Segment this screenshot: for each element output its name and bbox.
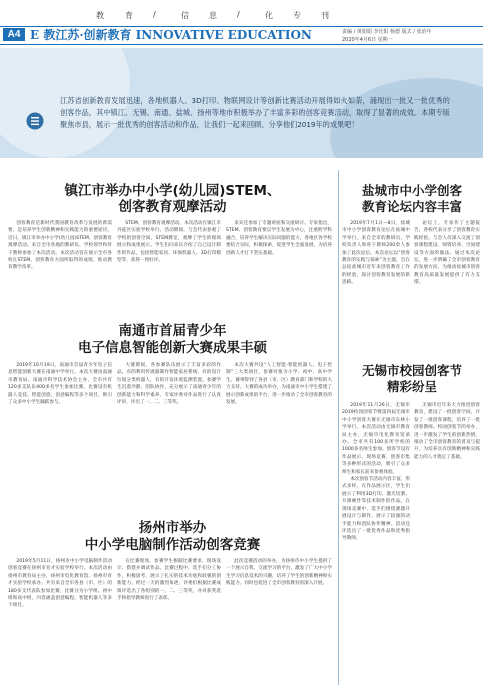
list-icon — [26, 112, 44, 130]
paragraph: 2019年7月1日—8日，盐城市中小学创客教育论坛在盐城中学举行。来自全市的教研员、学校负责人和骨干教师200余人参加了此次论坛。本次论坛以“创客教育的实践与探索”为主题，旨在总结盐城市近年来创客教育工作的经验，探讨创客教育发展的新思路。 — [342, 221, 410, 286]
category-char: 刊 — [321, 11, 329, 20]
intro-banner — [0, 48, 483, 158]
editor-line: 责编 / 黄娟娟 李仕阳 杨德 版式 / 张治年 — [342, 29, 432, 35]
paragraph: 2019年11月26日，无锡市2019校园创客节暨第四届无锡市中小学创客大赛在无锡市东林小学举行。本次活动由无锡市教育局主办，无锡市电化教育馆承办。全市共有100多所学校的1000多名师生参加。创客节设有作品展示、现场竞赛、创客市集等多种形式的活动，吸引了众多师生和家长前来参观体验。 — [342, 403, 410, 475]
masthead-bottom-rule — [0, 44, 483, 45]
category-char: 息 — [209, 11, 217, 20]
article-yancheng-col2 — [414, 220, 480, 355]
article-yangzhou-col2 — [117, 558, 221, 686]
category-char: 信 — [181, 11, 189, 20]
article-yangzhou-col3 — [226, 558, 332, 686]
title-line: 创客教育观摩活动 — [118, 199, 227, 215]
paragraph: 本次大赛共设“人工智能·智能机器人、电子控制”三大类项目，参赛对象为小学、初中、高中学生。赛事得到了各县（市、区）教育部门和学校的大力支持。大赛的成功举办，为南通市中小学生搭建了展示创新成果的平台，进一步推动了全市创客教育的发展。 — [226, 363, 332, 406]
paragraph: 在比赛现场，参赛学生根据比赛要求，现场设计、搭建并调试作品。比赛过程中，选手们分工协作，积极思考，展示了扎实的技术功底和较强的创新能力。经过一天的激烈角逐，评委们根据比赛成绩评选出了各组别的一、二、三等奖，并对获奖选手和指导教师进行了表彰。 — [117, 559, 221, 602]
date-line: 2020年4月6日 星期一 — [342, 37, 393, 43]
article-nantong-col1 — [8, 362, 112, 514]
paragraph: 2019年10月19日，南通市首届青少年电子信息智能创新大赛在南通中学举行。本次大赛由南通市教育局、南通市科学技术协会主办，全市共有120多支队伍400多名学生参加比赛。比赛设有机器人竞技、智能创意、创意编程等多个项目，吸引了众多中小学生踊跃参与。 — [8, 363, 112, 406]
paragraph: 来宾还参加了专题讲座和交流研讨。专家指出，STEM、创客教育要以学生发展为中心，注重跨学科融合，培养学生解决实际问题的能力。各地区各学校要结合实际，积极探索，促进学生全面发展，为培养创新人才打下坚实基础。 — [226, 221, 332, 256]
article-yangzhou-col1 — [8, 558, 112, 686]
paragraph: 2019年5月11日，扬州市中小学电脑制作活动创客竞赛在扬州市育才实验学校举行。本次活动由扬州市教育局主办，扬州市电化教育馆、扬州市育才实验学校承办。共有来自全市各县（市、区）的180多支代表队参加比赛，比赛分为小学组、初中组和高中组，内容涵盖创意编程、智能机器人等多个项目。 — [8, 559, 112, 609]
column-divider — [338, 170, 339, 685]
paragraph: 本次创客节活动内容丰富，形式多样。在作品展示区，学生们展示了利用3D打印、激光切割、开源硬件等技术制作的作品。在现场竞赛中，选手们围绕赛题开展设计与制作，展示了较强的动手能力和团队协作精神。活动还评选出了一批优秀作品和优秀指导教师。 — [342, 477, 410, 542]
article-yancheng-col1 — [342, 220, 410, 355]
masthead-title: E 教江苏·创新教育 INNOVATIVE EDUCATION — [30, 28, 312, 42]
article-title-nantong — [10, 323, 335, 357]
title-line: 电子信息智能创新大赛成果丰硕 — [78, 340, 267, 356]
article-wuxi-col1 — [342, 402, 410, 686]
title-line: 盐城市中小学创客 — [361, 183, 462, 198]
article-wuxi-col2 — [414, 402, 480, 686]
article-zhenjiang-col2 — [117, 220, 221, 316]
article-nantong-col3 — [226, 362, 332, 514]
masthead-category-band — [0, 0, 483, 26]
article-title-yancheng — [342, 183, 482, 215]
title-line: 南通市首届青少年 — [118, 323, 227, 339]
title-line: 扬州市举办 — [138, 520, 207, 536]
title-line: 教育论坛内容丰富 — [361, 199, 462, 214]
page-code-badge: A4 — [3, 28, 25, 41]
title-line: 镇江市举办中小学(幼儿园)STEM、 — [64, 183, 281, 199]
category-char: / — [237, 10, 240, 19]
category-char: 教 — [96, 11, 104, 20]
masthead-meta — [342, 28, 432, 44]
article-title-zhenjiang — [10, 183, 335, 215]
category-char: / — [153, 10, 156, 19]
paragraph: 此次竞赛活动的举办，为扬州市中小学生提供了一个展示自我、交流学习的平台，激发了广大中小学生学习信息技术的兴趣，培养了学生的创新精神和实践能力。同时也促进了全市创客教育的深入开展。 — [226, 559, 332, 587]
banner-text: 江苏省创新教育发展迅速，各地机器人、3D打印、物联网设计等创新比赛活动开展得如火如荼，涌现出一批又一批优秀的创客作品，其中镇江、无锡、南通、盐城、扬州等地市积极举办了丰富多彩的创客竞赛活动，取得了显著的成效。本期专版聚焦市县，展示一批优秀的创客活动和作品，让我们一起来回顾、分享他们2019年的成果吧！ — [60, 96, 450, 130]
article-title-yangzhou — [10, 520, 335, 554]
paragraph: 论坛上，专家作了主题报告，各校代表分享了创客教育实践经验。与会人员深入交流了创客课程建设、师资培养、空间建设等方面的做法。通过本次论坛，进一步明确了全市创客教育的发展方向，为推动盐城市创客教育高质量发展提供了有力支撑。 — [414, 221, 480, 286]
category-char: 专 — [293, 11, 301, 20]
paragraph: 无锡市近年来大力推进创客教育，建设了一批创客空间，开发了一批创客课程，培养了一批创客教师。校园创客节的举办，进一步激发了学生的创新热情，推动了全市创客教育的普及与提升，为培养具有创新精神和实践能力的人才奠定了基础。 — [414, 403, 480, 460]
category-char: 育 — [125, 11, 133, 20]
paragraph: 创客教育是新时代我国教育改革与发展的新需要，是培养学生创新精神和实践能力的重要途径。近日，镇江市举办中小学(幼儿园)STEM、创客教育观摩活动。来自全市各地的教研员、学校领导和骨干教师参加了本次活动。本次活动旨在展示全市各校在STEM、创客教育方面所取得的成绩，推动教育教学改革。 — [8, 221, 112, 271]
category-char: 化 — [265, 11, 273, 20]
article-nantong-col2 — [117, 362, 221, 514]
title-line: 精彩纷呈 — [386, 379, 437, 394]
paragraph: 大赛期间，各参赛队伍展示了丰富多彩的作品，有的利用传感器制作智能家居系统，有的设计垃圾分类机器人，有的开发环境监测装置。参赛学生沉着冷静，团队协作，充分展示了南通青少年的创新能力和科学素养。专家评委对作品进行了认真评审，评出了一、二、三等奖。 — [117, 363, 221, 406]
title-line: 无锡市校园创客节 — [361, 363, 462, 378]
article-title-wuxi — [342, 363, 482, 395]
paragraph: STEM、创客教育观摩活动。本次活动在镇江市丹徒区实验学校举行。活动期间，与会代表参观了学校的创客空间、STEM教室，观摩了学生的现场展示和成果展示。学生们向来宾介绍了自己设计制作的作品，包括智能家居、环保机器人、3D打印模型等，获得一致好评。 — [117, 221, 221, 264]
article-zhenjiang-col3 — [226, 220, 332, 316]
article-zhenjiang-col1 — [8, 220, 112, 316]
title-line: 中小学电脑制作活动创客竞赛 — [84, 537, 261, 553]
